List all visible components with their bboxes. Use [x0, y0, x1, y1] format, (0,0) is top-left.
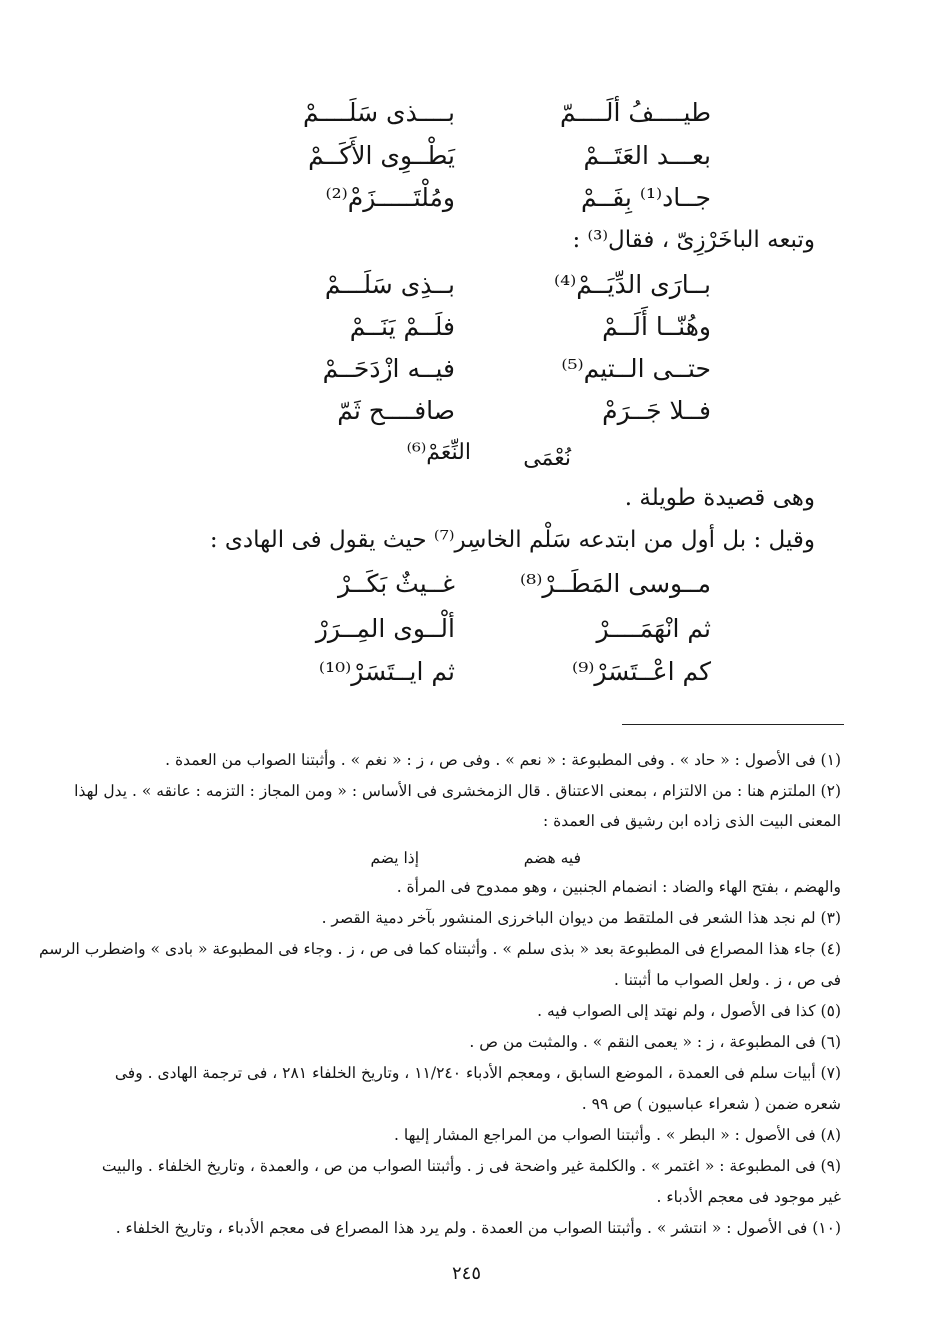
hemistich-right: كم اعْــتَسَرْ⁽⁹⁾ [572, 657, 711, 686]
footnote-5: (٥) كذا فى الأصول ، ولم نهتد إلى الصواب فيه . [537, 1002, 841, 1020]
footnote-4: (٤) جاء هذا المصراع فى المطبوعة بعد « بذى سلم » . وأثبتناه كما فى ص ، ز . وجاء فى المطبوعة « بادى » واضطرب الرسم [38, 940, 841, 958]
footnote-3: (٣) لم نجد هذا الشعر فى الملتقط من ديوان الباخرزى المنشور بآخر دمية القصر . [321, 909, 841, 927]
footnote-verse-right: فيه هضم [523, 849, 581, 867]
footnote-2-continued: المعنى البيت الذى زاده ابن رشيق فى العمدة : [543, 812, 841, 830]
hemistich-right: طيــــفُ ألَــــمّ [559, 98, 711, 127]
intro-line: وتبعه الباخَرْزِىّ ، فقال⁽³⁾ : [572, 227, 815, 253]
hemistich-left: بــذِى سَلَـــمْ [324, 270, 455, 299]
hemistich-left: فلَــمْ يَنَــمْ [349, 312, 455, 341]
footnote-1: (١) فى الأصول : « حاد » . وفى المطبوعة : « نعم » . وفى ص ، ز : « نغم » . وأثبتنا الصواب من العمدة . [165, 751, 841, 769]
footnote-8: (٨) فى الأصول : « البطر » . وأثبتنا الصواب من المراجع المشار إليها . [394, 1126, 841, 1144]
footnote-7: (٧) أبيات سلم فى العمدة ، الموضع السابق ، ومعجم الأدباء ١١/٢٤٠ ، وتاريخ الخلفاء ٢٨١ ، فى ترجمة الهادى . وفى [114, 1064, 841, 1082]
hemistich-right: فــلا جَــرَمْ [602, 396, 711, 425]
hemistich-left: غــيثٌ بَكَــرْ [338, 569, 455, 598]
hemistich-left: صافــــح ثَمّ [337, 396, 455, 425]
footnote-6: (٦) فى المطبوعة ، ز : « يعمى النقم » . والمثبت من ص . [469, 1033, 841, 1051]
footnote-verse-left: إذا يضم [370, 849, 419, 867]
footnote-7-continued: شعره ضمن ( شعراء عباسيون ) ص ٩٩ . [581, 1095, 841, 1113]
hemistich-left: ألْــوى المِــرَرْ [315, 614, 455, 643]
hemistich-right: بعـــد العَتَــمْ [583, 141, 711, 170]
footnote-2-continued: والهضم ، بفتح الهاء والضاد : انضمام الجنبين ، وهو ممدوح فى المرأة . [396, 878, 841, 896]
hemistich-right: حتــى الــتيم⁽⁵⁾ [561, 354, 711, 383]
hemistich-left: فيــه ازْدَحَــمْ [322, 354, 455, 383]
hemistich-left: ومُلْتَـــــزَمْ⁽²⁾ [325, 183, 455, 212]
footnote-10: (١٠) فى الأصول : « انتشر » . وأثبتنا الصواب من العمدة . ولم يرد هذا المصراع فى معجم الأدباء ، وتاريخ الخلفاء . [115, 1219, 841, 1237]
hemistich-right: مــوسى المَطَــرْ⁽⁸⁾ [520, 569, 711, 598]
prose-line: وقيل : بل أول من ابتدعه سَلْم الخاسِر⁽⁷⁾ حيث يقول فى الهادى : [209, 527, 815, 553]
footnote-9: (٩) فى المطبوعة : « اغتمر » . والكلمة غير واضحة فى ز . وأثبتنا الصواب من ص ، والعمدة ، وتاريخ الخلفاء . والبيت [101, 1157, 841, 1175]
hemistich-right: جــاد⁽¹⁾ بِفَــمْ [580, 183, 711, 212]
hemistich-right: وهُنّــا أَلَــمْ [602, 312, 711, 341]
hemistich-left: بــــذى سَلَــــمْ [302, 98, 455, 127]
hemistich-left: ثم ايــتَسَرْ⁽¹⁰⁾ [318, 657, 455, 686]
hemistich-right: بــارَى الدِّيَــمْ⁽⁴⁾ [553, 270, 711, 299]
hemistich-right: ثم انْهَمَــــرْ [596, 614, 711, 643]
page-number: ٢٤٥ [451, 1263, 481, 1284]
footnote-separator [622, 724, 844, 725]
hemistich-left: النِّعَمْ⁽⁶⁾ [406, 440, 471, 465]
footnote-9-continued: غير موجود فى معجم الأدباء . [656, 1188, 841, 1206]
hemistich-left: يَطْــوِى الأَكَــمْ [308, 141, 455, 170]
footnote-4-continued: فى ص ، ز . ولعل الصواب ما أثبتنا . [614, 971, 841, 989]
prose-line: وهى قصيدة طويلة . [624, 485, 815, 511]
footnote-2: (٢) الملتزم هنا : من الالتزام ، بمعنى الاعتناق . قال الزمخشرى فى الأساس : « ومن المجاز : التزمه : عانقه » . يدل لهذا [74, 782, 841, 800]
hemistich-right: نُعْمَى [523, 446, 571, 471]
